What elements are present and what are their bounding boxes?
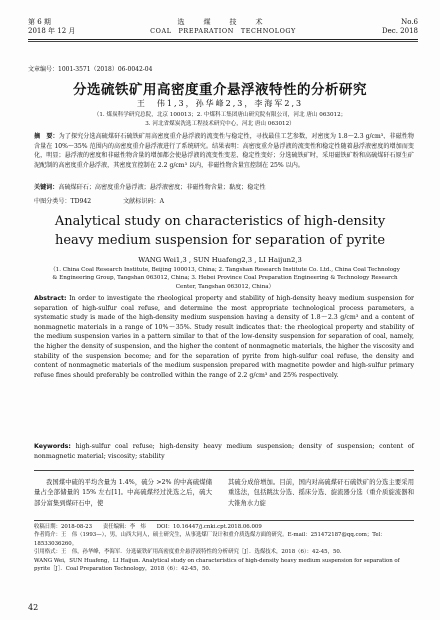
title-chinese: 分选硫铁矿用高密度重介悬浮液特性的分析研究 (73, 82, 367, 98)
title-english (0, 212, 440, 250)
header-journal-title (28, 18, 418, 36)
header-date: No.6 Dec. 2018 (382, 18, 418, 35)
abstract-english (34, 294, 414, 380)
header-issue: 第 6 期 2018 年 12 月 (28, 18, 76, 35)
clc-number: 中图分类号：TD942 (34, 198, 92, 205)
header-rule-thin (28, 41, 418, 42)
abstract-cn-text: 为了探究分选高硫煤矸石硫铁矿用高密度重介悬浮液的流变性与稳定性，寻找最佳工艺参数，对密度为 1.8～2.3 g/cm³、非磁性物含量在 10%～35% 范围内的高密度重介悬浮液进行了系统研究。结果表明：高密度重介悬浮液的流变性和稳定性随着悬浮液密度的增加而变化，明显；悬浮液的密度和非磁性物含量的增加都会使悬浮液的流变性变差、稳定性变好；分选硫铁矿时，采用磁铁矿粉和高硫煤矸石原生矿泥配制的高密度重介悬浮液，其密度宜控制在 2.2 g/cm³ 以内，非磁性物含量宜控制在 25% 以内。 (34, 133, 415, 169)
header-rule (28, 39, 418, 40)
keywords-en-text: high-sulfur coal refuse; high-density heavy medium suspension; density of suspension; content of nonmagnetic material; viscosity; stability (34, 443, 414, 460)
article-number: 文章编号：1001-3571（2018）06-0042-04 (28, 66, 153, 73)
article-info (34, 523, 414, 573)
header-journal-cn: 选 煤 技 术 (177, 18, 269, 26)
abstract-cn-label: 摘 要： (34, 133, 59, 140)
classification (34, 196, 414, 205)
abstract-en-label: Abstract: (34, 295, 67, 302)
keywords-chinese (34, 183, 414, 193)
header-journal-en: COAL PREPARATION TECHNOLOGY (150, 27, 296, 35)
keywords-english (34, 442, 414, 461)
footnote-divider (34, 520, 414, 521)
affiliation-cn-1: （1. 煤炭科学研究总院，北京 100013；2. 中煤科工集团唐山研究院有限公司，河北 唐山 063012； (93, 112, 347, 118)
body-column-left: 我国煤中硫的平均含量为 1.4%，硫分 >2% 的中高硫煤储量占全部储量的 15% 左右[1]。中高硫煤经过洗选之后，硫大部分富集到煤矸石中，使 (34, 479, 212, 507)
info-author-bio: 作者简介：王 伟（1993—），男，山西大同人，硕士研究生，从事选煤厂设计和重介质选煤方面的研究。E-mail：251472187@qq.com；Tel：18533036260。 (34, 532, 386, 547)
section-divider (34, 470, 414, 471)
abstract-en-text: In order to investigate the rheological property and stability of high-density heavy medium suspension for separation of high-sulfur coal refuse, and determine the most appropriate technological process parameters, a systematic study is made of the high-density medium suspension having a density of 1.8～2.3 g/cm³ and a content of nonmagnetic materials in a range of 10%～35%. Study result indicates that: the rheological property and stability of the medium suspension varies in a pattern similar to that of the low-density suspension for separation of coal, namely, the higher the density of suspension, and the higher the content of nonmagnetic materials, the higher the viscosity and stability of the suspension become; and for the separation of pyrite from high-sulfur coal refuse, the density and content of nonmagnetic materials of the medium suspension prepared with magnetite powder and high-sulfur primary refuse fines should preferably be controlled within the range of 2.2 g/cm³ and 25% respectively. (34, 295, 414, 379)
title-en-text: Analytical study on characteristics of high-density heavy medium suspension for separation of pyrite (54, 214, 386, 248)
keywords-cn-label: 关键词： (34, 184, 59, 191)
info-citation-en: WANG Wei，SUN Huafeng，LI Haijun. Analytical study on characteristics of high-density heavy medium suspension for separation of pyrite［J］．Coal Preparation Technology，2018（6）：42-45，50. (34, 557, 400, 573)
document-code: 文献标识码：A (123, 198, 165, 205)
page-number: 42 (28, 603, 39, 612)
abstract-chinese (34, 132, 414, 170)
body-column-right: 其硫分成倍增加。目前，国内对高硫煤矸石硫铁矿的分选主要采用重选法，包括跳汰分选、摇床分选、旋流器分选（重介质旋流器和大锥角水力旋 (228, 479, 414, 507)
info-citation-cn: 引用格式：王 伟，孙华峰，李海军．分选硫铁矿用高密度重介悬浮液特性的分析研究［J］．选煤技术，2018（6）：42-45，50． (34, 549, 346, 556)
info-received: 收稿日期：2018-08-23 责任编辑：李 炜 DOI：10.16447/j.cnki.cpt.2018.06.009 (34, 524, 262, 530)
authors-english: WANG Wei1,3 , SUN Huafeng2,3 , LI Haijun2,3 (138, 256, 302, 264)
authors-chinese: 王 伟1,3，孙华峰2,3，李海军2,3 (136, 99, 304, 108)
keywords-en-label: Keywords: (34, 443, 71, 450)
affiliation-en: （1. China Coal Research Institute, Beijing 100013, China; 2. Tangshan Research Institute Co. Ltd., China Coal Technology & Engineering Group, Tangshan 063012, China; 3. Hebei Province Coal Preparation Engineering & Technology Research Center, Tangshan 063012, China） (50, 267, 400, 290)
keywords-cn-text: 高硫煤矸石；高密度重介悬浮液；悬浮液密度；非磁性物含量；黏度；稳定性 (58, 184, 266, 191)
affiliation-cn-2: 3. 河北省煤炭洗选工程技术研究中心，河北 唐山 063012） (145, 121, 295, 127)
